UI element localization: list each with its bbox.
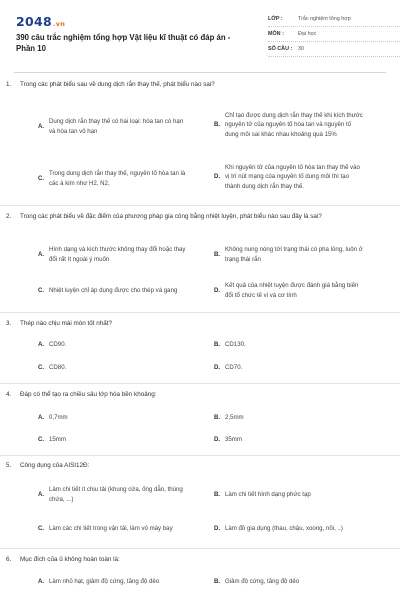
option-label: C. <box>38 525 45 533</box>
option-text: 2,5mm <box>225 414 244 422</box>
question-text: Trong các phát biểu sau về dung dịch rắn thay thế, phát biểu nào sai? <box>20 81 215 88</box>
option-text: Hình dạng và kích thước không thay đổi hoặc thay đổi rất ít ngoài ý muốn <box>49 246 186 263</box>
option-text: Làm các chi tiết trong vận tải, làm vỏ máy bay <box>49 525 173 533</box>
answer-option[interactable] <box>214 240 365 270</box>
option-text: Khi nguyên tử của nguyên tố hòa tan thay thế vào vị trí nút mạng của nguyên tố dung môi thì tạo thành dung dịch rắn thay thế. <box>225 163 360 190</box>
site-logo[interactable] <box>16 14 65 29</box>
option-text: Làm đồ gia dụng (thau, chậu, xoong, nồi, ..) <box>225 525 343 533</box>
question-divider <box>0 205 400 206</box>
answer-option[interactable] <box>38 276 189 306</box>
meta-row-count <box>268 42 400 57</box>
option-label: D. <box>214 525 221 533</box>
question-text: Trong các phát biểu về đặc điểm của phương pháp gia công bằng nhiệt luyện, phát biểu nào sau đây là sai? <box>20 213 322 220</box>
option-label: A. <box>38 251 45 259</box>
option-text: CD90. <box>49 341 67 349</box>
option-label: B. <box>214 251 221 259</box>
option-text: Làm nhỏ hạt, giảm độ cứng, tăng độ dẻo <box>49 578 160 586</box>
answer-option[interactable] <box>38 240 189 270</box>
option-label: C. <box>38 287 45 295</box>
option-label: B. <box>214 341 221 349</box>
option-text: Dung dịch rắn thay thế có hai loại: hòa tan có hạn và hòa tan vô hạn <box>49 118 184 135</box>
question-text: Đáp có thể tạo ra chiều sâu lớp hóa bền khoảng: <box>20 391 157 398</box>
answer-option[interactable] <box>38 517 189 541</box>
option-label: A. <box>38 414 45 422</box>
answer-option[interactable] <box>214 523 395 535</box>
question-title <box>6 319 350 329</box>
meta-label: MÔN : <box>268 31 284 37</box>
answer-option[interactable] <box>38 160 189 198</box>
option-label: A. <box>38 578 45 586</box>
meta-label: SỐ CÂU : <box>268 46 293 52</box>
meta-row-subject <box>268 27 400 42</box>
question-number: 3. <box>6 320 12 327</box>
option-text: CD70. <box>225 364 243 372</box>
option-label: B. <box>214 121 221 129</box>
option-label: C. <box>38 364 45 372</box>
meta-value: Đại học <box>298 31 317 37</box>
meta-row-class <box>268 12 400 27</box>
logo-main: 2048 <box>16 14 52 29</box>
option-label: A. <box>38 491 45 499</box>
option-text: Kết quả của nhiệt luyện được đánh giá bằng biến đổi tổ chức tế vi và cơ tính <box>225 282 359 299</box>
question-divider <box>0 383 400 384</box>
answer-option[interactable] <box>214 339 365 351</box>
option-text: CD80. <box>49 364 67 372</box>
question-text: Thép nào chịu mài mòn tốt nhất? <box>20 320 113 327</box>
answer-option[interactable] <box>214 412 365 424</box>
option-label: A. <box>38 123 45 131</box>
option-label: D. <box>214 436 221 444</box>
option-text: Làm chi tiết ít chịu tải (khung cửa, ống dẫn, thùng chứa, ...) <box>49 486 183 503</box>
answer-option[interactable] <box>38 362 189 374</box>
option-text: Chỉ tạo được dung dịch rắn thay thế khi kích thước nguyên tử của nguyên tố hòa tan và nguyên tố dung môi sai khác nhau khoảng quá 15% <box>225 111 363 138</box>
question-divider <box>0 548 400 549</box>
answer-option[interactable] <box>38 576 214 588</box>
option-text: Giảm độ cứng, tăng độ dẻo <box>225 578 300 586</box>
question-number: 6. <box>6 556 12 563</box>
option-text: CD130. <box>225 341 246 349</box>
answer-option[interactable] <box>214 434 365 446</box>
answer-option[interactable] <box>38 108 189 146</box>
question-divider <box>0 455 400 456</box>
question-title <box>6 390 350 400</box>
question-title <box>6 555 350 565</box>
option-text: 0,7mm <box>49 414 68 422</box>
answer-option[interactable] <box>38 434 189 446</box>
option-text: 35mm <box>225 436 242 444</box>
option-label: C. <box>38 175 45 183</box>
option-label: B. <box>214 491 221 499</box>
option-label: D. <box>214 287 221 295</box>
meta-value: Trắc nghiệm tổng hợp <box>298 16 351 22</box>
option-label: C. <box>38 436 45 444</box>
option-label: D. <box>214 364 221 372</box>
question-text: Công dụng của AISI12Đ: <box>20 462 90 469</box>
option-label: B. <box>214 414 221 422</box>
question-title <box>6 80 350 90</box>
option-label: A. <box>38 341 45 349</box>
answer-option[interactable] <box>38 412 189 424</box>
header-divider <box>14 72 386 73</box>
question-title <box>6 212 350 222</box>
question-divider <box>0 312 400 313</box>
answer-option[interactable] <box>214 362 365 374</box>
answer-option[interactable] <box>214 100 365 150</box>
option-text: 15mm <box>49 436 66 444</box>
option-label: D. <box>214 173 221 181</box>
question-number: 1. <box>6 81 12 88</box>
logo-suffix: .vn <box>53 20 66 28</box>
option-label: B. <box>214 578 221 586</box>
answer-option[interactable] <box>38 483 189 507</box>
option-text: Làm chi tiết hình dạng phức tạp <box>225 491 311 499</box>
question-number: 2. <box>6 213 12 220</box>
question-text: Mục đích của ủ không hoàn toàn là: <box>20 556 120 563</box>
answer-option[interactable] <box>214 576 365 588</box>
meta-value: 30 <box>298 46 304 52</box>
option-text: Trong dung dịch rắn thay thế, nguyên tố hòa tan là các á kim như H2, N2, <box>49 170 186 187</box>
question-title <box>6 461 350 471</box>
document-meta <box>268 12 400 57</box>
option-text: Không nung nóng tới trạng thái có pha lỏng, luôn ở trạng thái rắn <box>225 246 363 263</box>
meta-label: LỚP : <box>268 16 283 22</box>
option-text: Nhiệt luyện chỉ áp dụng được cho thép và gang <box>49 287 178 295</box>
answer-option[interactable] <box>214 156 365 198</box>
answer-option[interactable] <box>214 489 365 501</box>
answer-option[interactable] <box>38 339 189 351</box>
question-number: 4. <box>6 391 12 398</box>
header <box>14 0 386 74</box>
question-number: 5. <box>6 462 12 469</box>
document-title: 390 câu trắc nghiệm tổng hợp Vật liệu kĩ thuật có đáp án - Phần 10 <box>16 33 231 53</box>
answer-option[interactable] <box>214 276 365 306</box>
